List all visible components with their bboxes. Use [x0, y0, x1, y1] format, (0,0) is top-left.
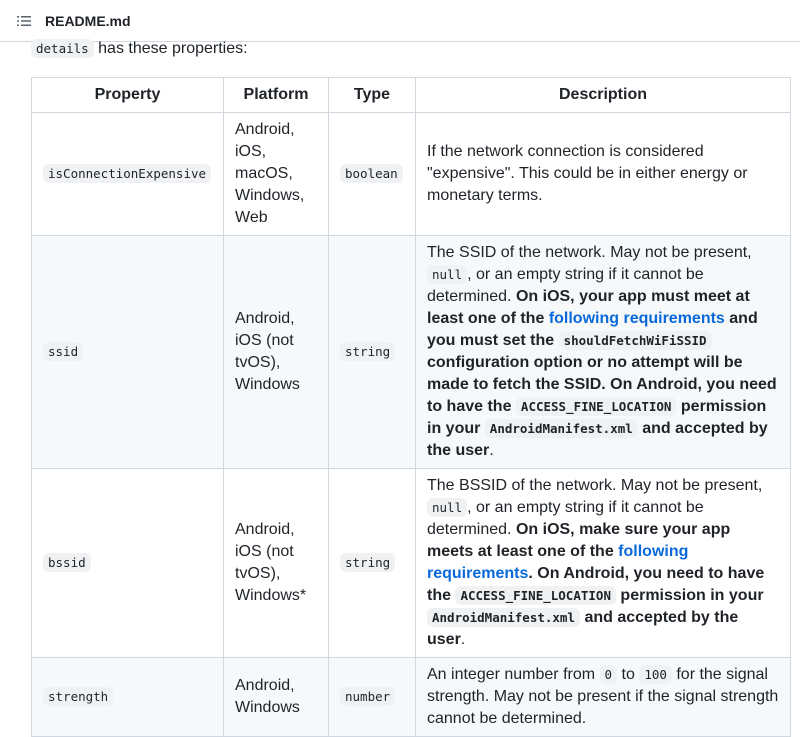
desc-text: and you must set the — [427, 310, 758, 349]
desc-text: configuration option or no attempt will be made to fetch the SSID. On Android, you need to have the — [427, 354, 777, 415]
header-platform: Platform — [224, 78, 329, 113]
header-description: Description — [416, 78, 791, 113]
desc-text: and accepted by the user — [427, 609, 739, 648]
desc-text: permission in your — [427, 398, 767, 437]
property-code: isConnectionExpensive — [43, 164, 211, 183]
desc-text: . On Android, you need to have the — [427, 565, 765, 604]
desc-text: and accepted by the user — [427, 420, 768, 459]
cell-type — [329, 113, 416, 236]
table-row — [32, 658, 791, 737]
table-header-row — [32, 78, 791, 113]
property-code: strength — [43, 687, 113, 706]
cell-type — [329, 236, 416, 469]
cell-property — [32, 469, 224, 658]
intro-line — [31, 40, 248, 62]
cell-description: If the network connection is considered "expensive". This could be in either energy or monetary terms. — [416, 113, 791, 236]
type-code: string — [340, 553, 395, 572]
following-requirements-link[interactable]: following requirements — [427, 543, 689, 582]
permission-code: ACCESS_FINE_LOCATION — [516, 397, 677, 416]
desc-text: . — [460, 631, 466, 648]
type-code: string — [340, 342, 395, 361]
cell-platform: Android, iOS (not tvOS), Windows* — [224, 469, 329, 658]
file-header — [0, 0, 800, 42]
cell-property — [32, 658, 224, 737]
table-row — [32, 113, 791, 236]
cell-description — [416, 658, 791, 737]
desc-text: permission in your — [620, 587, 764, 604]
min-code: 0 — [600, 665, 618, 684]
desc-text: , or an empty string if it cannot be determined. — [427, 266, 704, 305]
cell-description — [416, 469, 791, 658]
cell-platform: Android, iOS, macOS, Windows, Web — [224, 113, 329, 236]
cell-property — [32, 236, 224, 469]
intro-code: details — [31, 39, 94, 58]
header-property: Property — [32, 78, 224, 113]
cell-platform: Android, Windows — [224, 658, 329, 737]
desc-strong — [427, 521, 764, 648]
cell-platform: Android, iOS (not tvOS), Windows — [224, 236, 329, 469]
cell-type — [329, 658, 416, 737]
max-code: 100 — [639, 665, 672, 684]
table-row — [32, 469, 791, 658]
null-code: null — [427, 498, 467, 517]
table-row — [32, 236, 791, 469]
following-requirements-link[interactable]: following requirements — [548, 310, 725, 327]
desc-strong — [427, 288, 777, 459]
intro-text: has these properties: — [98, 40, 248, 57]
manifest-code: AndroidManifest.xml — [485, 419, 638, 438]
desc-text: The SSID of the network. May not be present, — [427, 244, 752, 261]
header-type: Type — [329, 78, 416, 113]
cell-description — [416, 236, 791, 469]
desc-text: On iOS, your app must meet at least one of the — [427, 288, 750, 327]
desc-text: . — [489, 442, 494, 459]
permission-code: ACCESS_FINE_LOCATION — [455, 586, 616, 605]
cell-property — [32, 113, 224, 236]
null-code: null — [427, 265, 467, 284]
list-unordered-icon[interactable] — [16, 13, 32, 29]
cell-type — [329, 469, 416, 658]
config-code: shouldFetchWiFiSSID — [559, 331, 712, 350]
type-code: boolean — [340, 164, 403, 183]
desc-text: , or an empty string if it cannot be determined. — [427, 499, 704, 538]
property-code: ssid — [43, 342, 83, 361]
property-code: bssid — [43, 553, 91, 572]
desc-text: to — [621, 666, 635, 683]
desc-text: An integer number from — [427, 666, 596, 683]
type-code: number — [340, 687, 395, 706]
desc-text: for the signal strength. May not be present if the signal strength cannot be determined. — [427, 666, 779, 727]
desc-text: On iOS, make sure your app meets at least one of the — [427, 521, 731, 560]
properties-table — [31, 77, 791, 737]
manifest-code: AndroidManifest.xml — [427, 608, 580, 627]
desc-text: The BSSID of the network. May not be present, — [427, 477, 763, 494]
file-title: README.md — [45, 12, 131, 29]
